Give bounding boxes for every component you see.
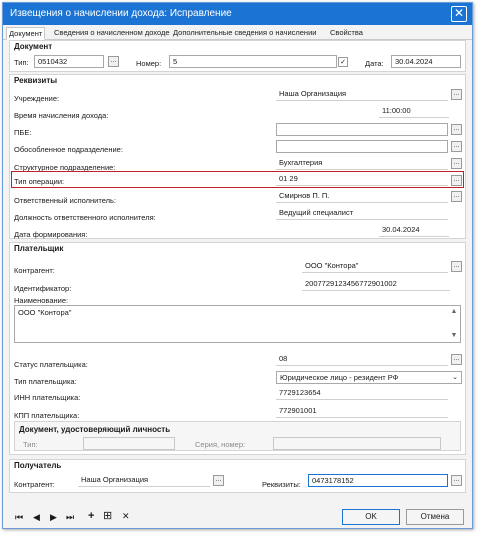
structural-unit-select-button[interactable]: ...: [451, 158, 462, 169]
number-label: Номер:: [136, 59, 162, 68]
payer-counterparty-input[interactable]: ООО "Контора": [302, 260, 448, 273]
executor-label: Ответственный исполнитель:: [14, 196, 117, 205]
previous-record-icon[interactable]: ◀: [33, 512, 40, 522]
window-title: Извещения о начислении дохода: Исправление: [10, 8, 232, 19]
operation-type-label: Тип операции:: [14, 177, 65, 186]
payer-status-input[interactable]: 08: [276, 353, 448, 366]
operation-type-select-button[interactable]: ...: [451, 175, 462, 186]
requisites-section-title: Реквизиты: [14, 76, 58, 85]
document-panel: [6, 40, 469, 498]
separate-unit-input[interactable]: [276, 140, 448, 153]
payer-kpp-label: КПП плательщика:: [14, 411, 80, 420]
recipient-section: [9, 459, 466, 493]
add-copy-icon[interactable]: ⊞: [103, 510, 113, 522]
id-doc-series-label: Серия, номер:: [195, 440, 246, 449]
institution-select-button[interactable]: ...: [451, 89, 462, 100]
add-icon[interactable]: +: [88, 510, 95, 522]
separate-unit-label: Обособленное подразделение:: [14, 145, 123, 154]
tab-bar: [3, 26, 472, 40]
structural-unit-input[interactable]: Бухгалтерия: [276, 157, 448, 170]
recipient-counterparty-select-button[interactable]: ...: [213, 475, 224, 486]
payer-section-title: Плательщик: [14, 244, 64, 253]
payer-kpp-input[interactable]: 772901001: [276, 405, 448, 418]
id-doc-type-input[interactable]: [83, 437, 175, 450]
separate-unit-select-button[interactable]: ...: [451, 141, 462, 152]
payer-counterparty-select-button[interactable]: ...: [451, 261, 462, 272]
executor-position-label: Должность ответственного исполнителя:: [14, 213, 156, 222]
payer-status-label: Статус плательщика:: [14, 360, 88, 369]
payer-section: [9, 242, 466, 455]
document-section: [9, 40, 466, 72]
accrual-time-label: Время начисления дохода:: [14, 111, 109, 120]
payer-identifier-input[interactable]: 2007729123456772901002: [302, 278, 450, 291]
delete-icon[interactable]: ✕: [122, 511, 130, 521]
type-input[interactable]: 0510432: [34, 55, 104, 68]
executor-position-input[interactable]: Ведущий специалист: [276, 207, 448, 220]
recipient-requisites-select-button[interactable]: ...: [451, 475, 462, 486]
type-select-button[interactable]: ...: [108, 56, 119, 67]
payer-type-select[interactable]: Юридическое лицо - резидент РФ: [276, 371, 462, 384]
payer-counterparty-label: Контрагент:: [14, 266, 55, 275]
recipient-counterparty-label: Контрагент:: [14, 480, 55, 489]
id-document-title: Документ, удостоверяющий личность: [19, 425, 171, 434]
id-document-group: [14, 421, 461, 451]
chevron-down-icon[interactable]: ⌄: [452, 374, 458, 381]
tab-properties[interactable]: Свойства: [330, 28, 363, 37]
scroll-down-icon[interactable]: ▼: [450, 332, 458, 339]
scroll-up-icon[interactable]: ▲: [450, 308, 458, 315]
payer-name-value: ООО "Контора": [18, 308, 72, 317]
formation-date-input[interactable]: 30.04.2024: [379, 224, 449, 237]
payer-inn-label: ИНН плательщика:: [14, 393, 81, 402]
payer-name-textarea[interactable]: [14, 305, 461, 343]
ok-button[interactable]: OK: [342, 509, 400, 525]
date-label: Дата:: [365, 59, 384, 68]
institution-label: Учреждение:: [14, 94, 60, 103]
dialog-window: [2, 2, 473, 529]
document-section-title: Документ: [14, 42, 53, 51]
last-record-icon[interactable]: ⏭: [66, 512, 75, 522]
pbe-label: ПБЕ:: [14, 128, 32, 137]
payer-identifier-label: Идентификатор:: [14, 284, 72, 293]
recipient-counterparty-input[interactable]: Наша Организация: [78, 474, 210, 487]
date-input[interactable]: 30.04.2024: [391, 55, 461, 68]
recipient-requisites-input[interactable]: 0473178152: [308, 474, 448, 487]
number-input[interactable]: 5: [169, 55, 337, 68]
payer-status-select-button[interactable]: ...: [451, 354, 462, 365]
type-label: Тип:: [14, 58, 29, 67]
title-bar: [3, 3, 472, 25]
executor-select-button[interactable]: ...: [451, 191, 462, 202]
accrual-time-input[interactable]: 11:00:00: [379, 105, 449, 118]
next-record-icon[interactable]: ▶: [50, 512, 57, 522]
recipient-requisites-label: Реквизиты:: [262, 480, 301, 489]
tab-document[interactable]: Документ: [6, 27, 45, 40]
tab-additional-info[interactable]: Дополнительные сведения о начислении: [173, 28, 317, 37]
close-icon[interactable]: ✕: [451, 6, 467, 22]
pbe-select-button[interactable]: ...: [451, 124, 462, 135]
formation-date-label: Дата формирования:: [14, 230, 88, 239]
institution-input[interactable]: Наша Организация: [276, 88, 448, 101]
cancel-button[interactable]: Отмена: [406, 509, 464, 525]
structural-unit-label: Структурное подразделение:: [14, 163, 116, 172]
check-icon[interactable]: ✓: [338, 57, 348, 67]
id-doc-series-input[interactable]: [273, 437, 441, 450]
id-doc-type-label: Тип:: [23, 440, 38, 449]
recipient-section-title: Получатель: [14, 461, 62, 470]
payer-name-label: Наименование:: [14, 296, 69, 305]
payer-inn-input[interactable]: 7729123654: [276, 387, 448, 400]
requisites-section: [9, 74, 466, 239]
payer-type-label: Тип плательщика:: [14, 377, 77, 386]
first-record-icon[interactable]: ⏮: [15, 512, 24, 522]
pbe-input[interactable]: [276, 123, 448, 136]
tab-accrued-income[interactable]: Сведения о начисленном доходе: [54, 28, 170, 37]
operation-type-input[interactable]: 01 29: [276, 173, 448, 186]
executor-input[interactable]: Смирнов П. П.: [276, 190, 448, 203]
